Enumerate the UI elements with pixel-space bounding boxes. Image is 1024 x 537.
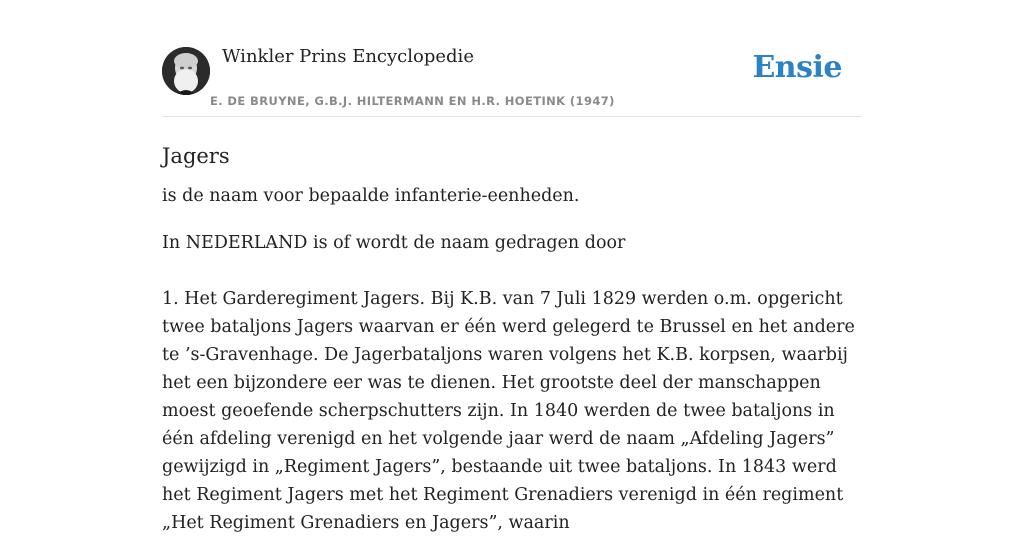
encyclopedia-title[interactable]: Winkler Prins Encyclopedie [222, 46, 474, 67]
article-paragraph: In NEDERLAND is of wordt de naam gedragen door [162, 233, 626, 253]
article-paragraph: 1. Het Garderegiment Jagers. Bij K.B. van 7 Juli 1829 werden o.m. opgericht twee bataljons Jagers waarvan er één werd gelegerd te Brussel en het andere te ’s-Gravenhage. De Jagerbataljons waren volgens het K.B. korpsen, waarbij het een bijzondere eer was te dienen. Het grootste deel der manschappen moest geoefende scherpschutters zijn. In 1840 werden de twee bataljons in één afdeling verenigd en het volgende jaar werd de naam „Afdeling Jagers” gewijzigd in „Regiment Jagers”, bestaande uit twee bataljons. In 1843 werd het Regiment Jagers met het Regiment Grenadiers verenigd in één regiment „Het Regiment Grenadiers en Jagers”, waarin [162, 289, 855, 533]
article-title: Jagers [162, 144, 230, 168]
authors-line: E. DE BRUYNE, G.B.J. HILTERMANN EN H.R. HOETINK (1947) [210, 94, 615, 108]
author-portrait-icon [162, 47, 210, 95]
header [162, 0, 862, 117]
article-paragraph: is de naam voor bepaalde infanterie-eenheden. [162, 186, 580, 206]
ensie-logo[interactable]: Ensie [752, 50, 842, 85]
page [162, 0, 862, 537]
